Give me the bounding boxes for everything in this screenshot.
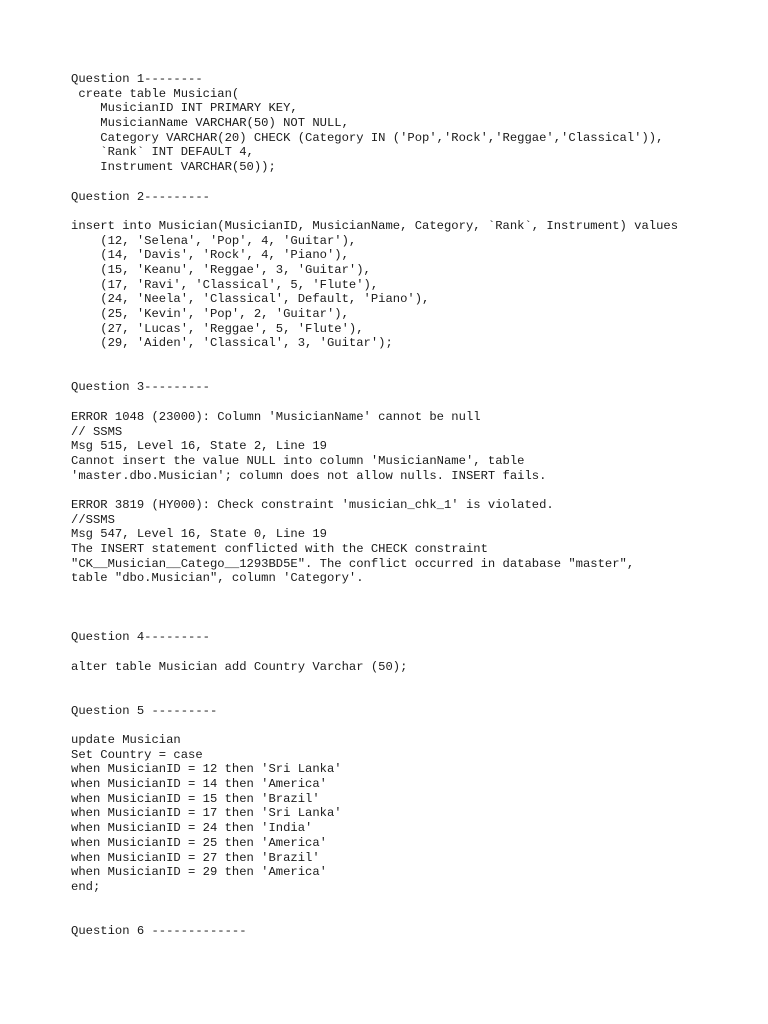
code-line: alter table Musician add Country Varchar (50);	[71, 659, 408, 674]
code-line: (27, 'Lucas', 'Reggae', 5, 'Flute'),	[71, 321, 364, 336]
code-line: when MusicianID = 14 then 'America'	[71, 777, 327, 792]
code-line: insert into Musician(MusicianID, MusicianName, Category, `Rank`, Instrument) values	[71, 218, 679, 233]
code-line: (29, 'Aiden', 'Classical', 3, 'Guitar');	[71, 336, 393, 351]
code-line: update Musician	[71, 733, 181, 747]
error-line: Cannot insert the value NULL into column 'MusicianName', table	[71, 453, 525, 468]
code-line: (17, 'Ravi', 'Classical', 5, 'Flute'),	[71, 277, 379, 292]
document-page	[71, 72, 751, 939]
error-line: //SSMS	[71, 512, 115, 527]
code-line: (14, 'Davis', 'Rock', 4, 'Piano'),	[71, 248, 349, 263]
code-line: (25, 'Kevin', 'Pop', 2, 'Guitar'),	[71, 307, 349, 321]
code-line: `Rank` INT DEFAULT 4,	[71, 145, 254, 160]
code-line: when MusicianID = 29 then 'America'	[71, 865, 327, 880]
code-line: end;	[71, 879, 101, 894]
code-line: create table Musician(	[71, 86, 240, 101]
question-3-heading: Question 3---------	[71, 380, 210, 395]
code-line: when MusicianID = 15 then 'Brazil'	[71, 791, 320, 806]
error-line: 'master.dbo.Musician'; column does not allow nulls. INSERT fails.	[71, 468, 547, 483]
code-line: (12, 'Selena', 'Pop', 4, 'Guitar'),	[71, 233, 357, 248]
error-line: ERROR 3819 (HY000): Check constraint 'musician_chk_1' is violated.	[71, 497, 554, 512]
error-line: Msg 547, Level 16, State 0, Line 19	[71, 527, 327, 542]
code-line: when MusicianID = 27 then 'Brazil'	[71, 850, 320, 865]
question-4-heading: Question 4---------	[71, 630, 210, 645]
code-line: MusicianID INT PRIMARY KEY,	[71, 101, 298, 116]
code-line: Set Country = case	[71, 747, 203, 762]
code-line: when MusicianID = 24 then 'India'	[71, 821, 313, 836]
code-line: (24, 'Neela', 'Classical', Default, 'Piano'),	[71, 292, 430, 307]
error-line: "CK__Musician__Catego__1293BD5E". The conflict occurred in database "master",	[71, 556, 635, 571]
error-line: table "dbo.Musician", column 'Category'.	[71, 571, 364, 586]
code-line: Instrument VARCHAR(50));	[71, 160, 276, 175]
code-line: when MusicianID = 25 then 'America'	[71, 835, 327, 850]
question-6-heading: Question 6 -------------	[71, 923, 247, 938]
error-line: // SSMS	[71, 424, 123, 439]
code-line: when MusicianID = 12 then 'Sri Lanka'	[71, 762, 342, 777]
question-2-heading: Question 2---------	[71, 189, 210, 204]
question-5-heading: Question 5 ---------	[71, 703, 218, 718]
error-line: The INSERT statement conflicted with the CHECK constraint	[71, 542, 488, 557]
code-line: Category VARCHAR(20) CHECK (Category IN ('Pop','Rock','Reggae','Classical')),	[71, 130, 664, 145]
error-line: ERROR 1048 (23000): Column 'MusicianName' cannot be null	[71, 409, 481, 424]
code-line: when MusicianID = 17 then 'Sri Lanka'	[71, 806, 342, 821]
code-line: MusicianName VARCHAR(50) NOT NULL,	[71, 116, 349, 131]
question-1-heading: Question 1--------	[71, 72, 203, 86]
error-line: Msg 515, Level 16, State 2, Line 19	[71, 439, 327, 454]
code-line: (15, 'Keanu', 'Reggae', 3, 'Guitar'),	[71, 262, 371, 277]
